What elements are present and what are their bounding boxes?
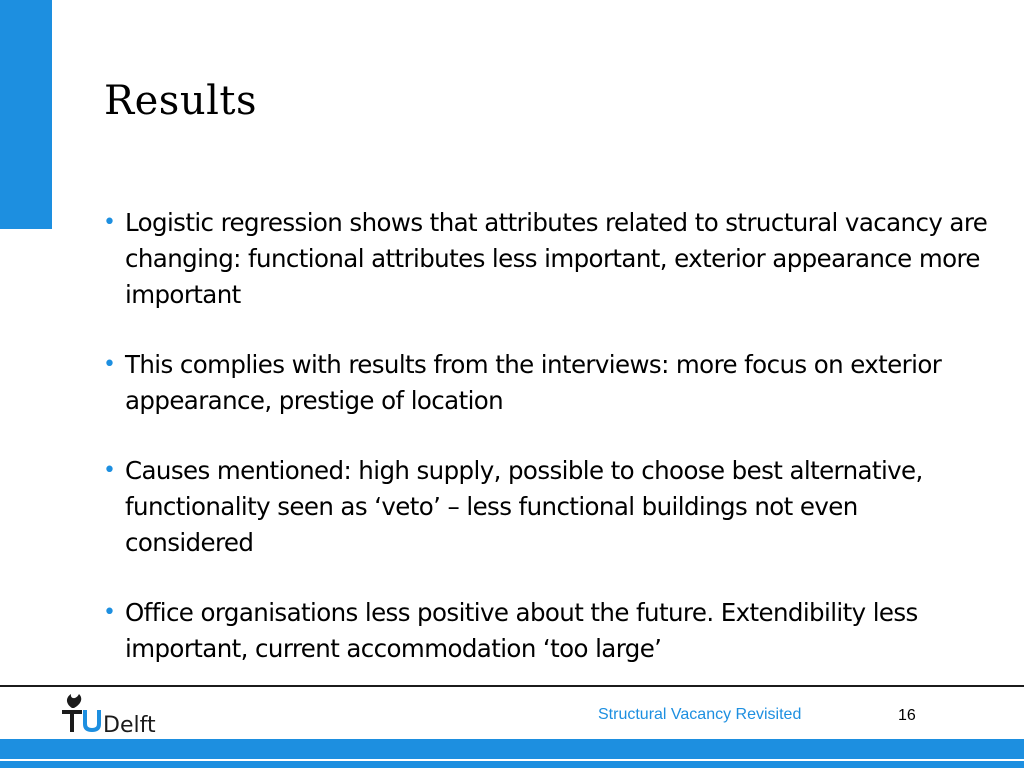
bullet-icon: • [103,600,116,625]
bullet-text: Causes mentioned: high supply, possible to choose best alternative, functionality seen as ‘veto’ – less functional buildings not even considered [125,456,923,557]
bullet-list [100,205,990,701]
bullet-icon: • [103,352,116,377]
tu-delft-logo-icon [60,690,170,735]
bullet-icon: • [103,458,116,483]
footer-stripe [0,761,1024,768]
footer-band [0,739,1024,759]
bullet-item [100,205,990,313]
page-number: 16 [898,707,916,724]
bullet-text: Logistic regression shows that attributes related to structural vacancy are changing: functional attributes less important, exterior appearance more important [125,208,988,309]
presentation-title: Structural Vacancy Revisited [598,706,802,723]
bullet-text: This complies with results from the interviews: more focus on exterior appearance, prestige of location [125,350,942,415]
bullet-icon: • [103,210,116,235]
bullet-text: Office organisations less positive about the future. Extendibility less important, current accommodation ‘too large’ [125,598,918,663]
slide-title: Results [104,78,257,124]
bullet-item [100,595,990,667]
accent-bar [0,0,52,229]
bullet-item [100,347,990,419]
bullet-item [100,453,990,561]
svg-text:Delft: Delft [103,713,156,735]
footer-divider [0,685,1024,687]
